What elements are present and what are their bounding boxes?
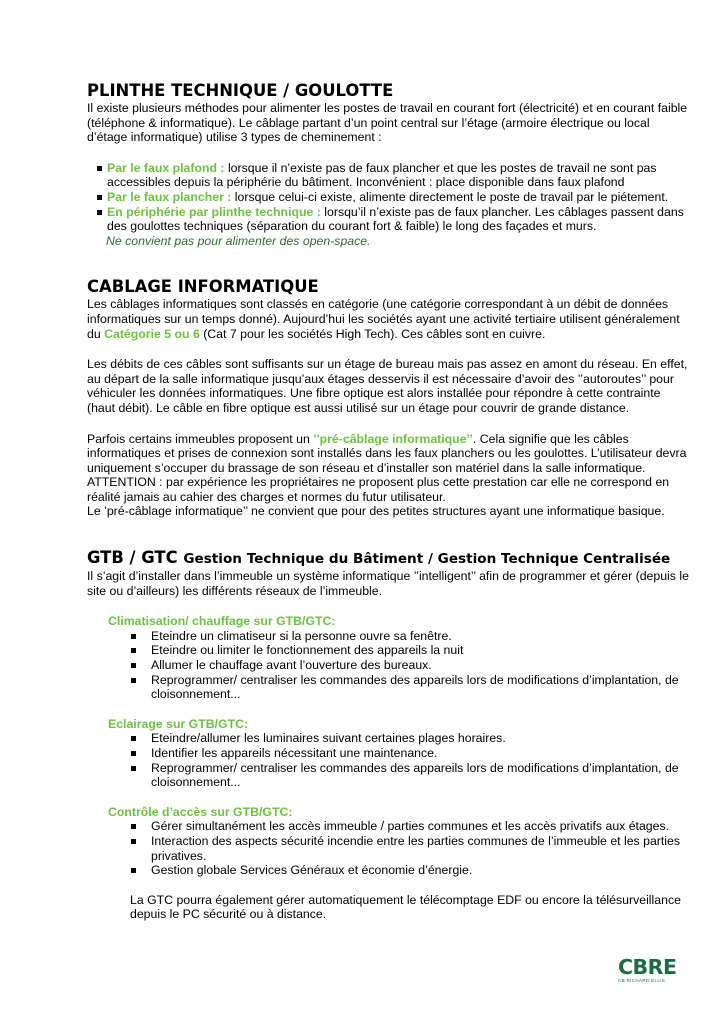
text-run: . Cela signifie que les câbles informatiques et prises de connexion sont installés dans les faux planchers ou les goulottes. L’utilisateur devra uniquement s’occuper du brassage de son réseau et d’installer son matériel dans la salle informatique.: [87, 431, 687, 475]
list-item: [87, 834, 689, 863]
section-title: PLINTHE TECHNIQUE / GOULOTTE: [87, 81, 394, 100]
square-bullet-icon: [131, 634, 136, 639]
item-text: lorsqu’il n’existe pas de faux plancher. Les câblages passent dans des goulottes techniques (séparation du courant fort & faible) le long des façades et murs.: [107, 204, 684, 234]
item-text: Allumer le chauffage avant l’ouverture des bureaux.: [151, 658, 432, 673]
paragraph-precablage: [87, 432, 689, 476]
item-text: Eteindre/allumer les luminaires suivant certaines plages horaires.: [151, 731, 506, 746]
open-space-note: Ne convient pas pour alimenter des open-space.: [106, 233, 371, 248]
list-item: [87, 190, 689, 205]
logo-tagline: CB RICHARD ELLIS: [618, 978, 666, 983]
title-main: GTB / GTC: [87, 548, 178, 568]
list-item: [87, 746, 689, 761]
square-bullet-icon: [131, 663, 136, 668]
text-run: Les câblages informatiques sont classés en catégorie (une catégorie correspondant à un débit de données informatiques sur un temps donné). Aujourd’hui les sociétés ayant une activité tertiaire utilisent généralement du: [87, 297, 680, 341]
list-item: [87, 205, 689, 234]
square-bullet-icon: [97, 195, 102, 200]
text-run: Parfois certains immeubles proposent un: [87, 431, 314, 446]
list-item: [87, 673, 689, 702]
item-text: lorsque celui-ci existe, alimente directement le poste de travail par le piétement.: [231, 189, 669, 204]
category-highlight: Catégorie 5 ou 6: [104, 326, 200, 341]
square-bullet-icon: [97, 166, 102, 171]
title-sub: Gestion Technique du Bâtiment / Gestion Technique Centralisée: [183, 551, 671, 568]
square-bullet-icon: [131, 824, 136, 829]
group-heading: Eclairage sur GTB/GTC:: [108, 716, 249, 731]
item-text: Reprogrammer/ centraliser les commandes des appareils lors de modifications d’implantation, de cloisonnement...: [151, 760, 679, 790]
routing-list: [87, 161, 689, 234]
item-text: Eteindre ou limiter le fonctionnement des appareils la nuit: [151, 643, 464, 658]
section-plinthe: [87, 81, 689, 248]
square-bullet-icon: [131, 678, 136, 683]
section-title: [87, 548, 689, 569]
section-intro: Il existe plusieurs méthodes pour alimenter les postes de travail en courant fort (électricité) et en courant faible (téléphone & informatique). Le câblage partant d’un point central sur l’étage (armoire électrique ou local d’étage informatique) utilise 3 types de cheminement :: [87, 101, 688, 145]
item-text: Gestion globale Services Généraux et économie d’énergie.: [151, 863, 473, 878]
list-item: [87, 819, 689, 834]
item-lead: En périphérie par plinthe technique :: [107, 204, 321, 219]
item-text: Gérer simultanément les accès immeuble / parties communes et les accès privatifs aux étages.: [151, 819, 670, 834]
item-text: lorsque il n’existe pas de faux plancher et que les postes de travail ne sont pas accessibles depuis la périphérie du bâtiment. Inconvénient : place disponible dans faux plafond: [107, 160, 657, 190]
section-gtb-gtc: [87, 548, 689, 922]
list-item: [87, 731, 689, 746]
bullet-list: [87, 629, 689, 702]
square-bullet-icon: [97, 210, 102, 215]
section-cablage: [87, 277, 689, 519]
list-item: [87, 161, 689, 190]
list-item: [87, 643, 689, 658]
closing-paragraph: La GTC pourra également gérer automatiquement le télécomptage EDF ou encore la télésurveillance depuis le PC sécurité ou à distance.: [130, 892, 681, 922]
section-title: CABLAGE INFORMATIQUE: [87, 277, 319, 297]
item-lead: Par le faux plancher :: [107, 189, 232, 204]
bullet-list: [87, 819, 689, 877]
list-item: [87, 761, 689, 790]
square-bullet-icon: [131, 868, 136, 873]
item-text: Identifier les appareils nécessitant une maintenance.: [151, 746, 438, 760]
item-text: Reprogrammer/ centraliser les commandes des appareils lors de modifications d’implantation, de cloisonnement...: [151, 672, 679, 702]
item-text: Interaction des aspects sécurité incendie entre les parties communes de l’immeuble et les parties privatives.: [151, 833, 681, 863]
square-bullet-icon: [131, 736, 136, 741]
paragraph-conclusion: Le ’pré-câblage informatique’’ ne convient que pour des petites structures ayant une informatique basique.: [87, 504, 665, 519]
list-item: [87, 658, 689, 673]
paragraph-attention: ATTENTION : par expérience les propriétaires ne proposent plus cette prestation car elle ne correspond en réalité jamais au cahier des charges et normes du futur utilisateur.: [87, 475, 670, 504]
paragraph-fibre: Les débits de ces câbles sont suffisants sur un étage de bureau mais pas assez en amont du réseau. En effet, au départ de la salle informatique jusqu’aux étages desservis il est nécessaire d’avoir des ’’autoroutes’’ pour véhiculer les données informatiques. Une fibre optique est alors installée pour répondre à cette contrainte (haut débit). Le câble en fibre optique est aussi utilisé sur un étage pour couvrir de grande distance.: [87, 357, 688, 415]
cbre-logo: [618, 957, 678, 983]
item-lead: Par le faux plafond :: [107, 160, 225, 175]
square-bullet-icon: [131, 839, 136, 844]
group-heading: Contrôle d’accès sur GTB/GTC:: [108, 804, 293, 819]
bullet-list: [87, 731, 689, 789]
logo-mark: CBRE: [618, 955, 677, 979]
precablage-highlight: ’’pré-câblage informatique’’: [313, 431, 473, 446]
square-bullet-icon: [131, 766, 136, 771]
paragraph-categories: [87, 297, 689, 341]
list-item: [87, 863, 689, 878]
group-heading: Climatisation/ chauffage sur GTB/GTC:: [108, 614, 336, 629]
text-run: (Cat 7 pour les sociétés High Tech). Ces câbles sont en cuivre.: [199, 326, 546, 341]
item-text: Eteindre un climatiseur si la personne ouvre sa fenêtre.: [151, 628, 452, 643]
document-page: [87, 81, 689, 922]
list-item: [87, 629, 689, 644]
section-intro: Il s’agit d’installer dans l’immeuble un système informatique ’’intelligent’’ afin de programmer et gérer (depuis le site ou d’ailleurs) les différents réseaux de l’immeuble.: [87, 569, 689, 598]
square-bullet-icon: [131, 648, 136, 653]
square-bullet-icon: [131, 751, 136, 756]
